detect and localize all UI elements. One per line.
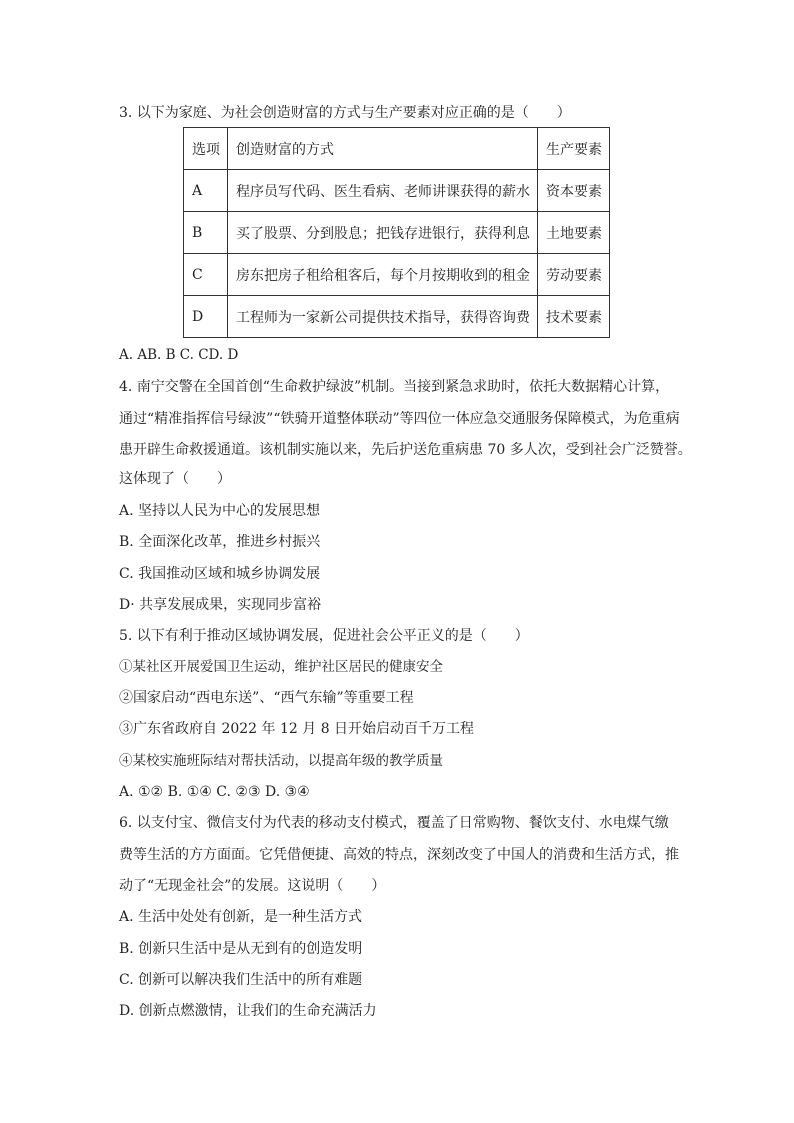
question-4-stem-line: 通过“精准指挥信号绿波”“铁骑开道整体联动”等四位一体应急交通服务保障模式，为危重病 — [119, 411, 680, 427]
table-row — [184, 170, 610, 212]
question-5-item: ③广东省政府自 2022 年 12 月 8 日开始启动百千万工程 — [119, 721, 475, 737]
question-5-stem: 5. 以下有利于推动区域协调发展，促进社会公平正义的是（ ） — [119, 628, 529, 644]
table-cell: 资本要素 — [538, 170, 610, 212]
table-cell: 技术要素 — [538, 296, 610, 338]
question-4-option-c: C. 我国推动区域和城乡协调发展 — [119, 566, 321, 582]
question-4-stem-line: 4. 南宁交警在全国首创“生命救护绿波”机制。当接到紧急求助时，依托大数据精心计算， — [119, 379, 670, 395]
table-header-cell: 选项 — [184, 128, 228, 170]
question-5-item: ①某社区开展爱国卫生运动，维护社区居民的健康安全 — [119, 659, 443, 675]
table-header-row — [184, 128, 610, 170]
question-4-option-a: A. 坚持以人民为中心的发展思想 — [119, 503, 321, 519]
table-row — [184, 212, 610, 254]
table-cell: C — [184, 254, 228, 296]
question-6-option-c: C. 创新可以解决我们生活中的所有难题 — [119, 972, 363, 988]
table-cell: 劳动要素 — [538, 254, 610, 296]
table-cell: 程序员写代码、医生看病、老师讲课获得的薪水 — [228, 170, 538, 212]
question-4-option-b: B. 全面深化改革，推进乡村振兴 — [119, 534, 321, 550]
question-5-answers: A. ①② B. ①④ C. ②③ D. ③④ — [119, 784, 310, 800]
question-3-answers: A. AB. B C. CD. D — [119, 347, 239, 363]
question-6-stem-line: 6. 以支付宝、微信支付为代表的移动支付模式，覆盖了日常购物、餐饮支付、水电煤气缴 — [119, 815, 669, 831]
table-header-cell: 创造财富的方式 — [228, 128, 538, 170]
question-4-stem-line: 患开辟生命救援通道。该机制实施以来，先后护送危重病患 70 多人次，受到社会广泛赞誉。 — [119, 442, 692, 458]
table-cell: 买了股票、分到股息；把钱存进银行，获得利息 — [228, 212, 538, 254]
question-6-stem-line: 动了“无现金社会”的发展。这说明（ ） — [119, 878, 386, 894]
question-6-stem-line: 费等生活的方方面面。它凭借便捷、高效的特点，深刻改变了中国人的消费和生活方式，推 — [119, 847, 679, 863]
table-cell: D — [184, 296, 228, 338]
table-cell: A — [184, 170, 228, 212]
question-5-item: ④某校实施班际结对帮扶活动，以提高年级的教学质量 — [119, 753, 443, 769]
table-header-cell: 生产要素 — [538, 128, 610, 170]
question-5-item: ②国家启动“西电东送”、“西气东输”等重要工程 — [119, 690, 414, 706]
question-6-option-a: A. 生活中处处有创新，是一种生活方式 — [119, 909, 363, 925]
table-row — [184, 296, 610, 338]
question-6-option-b: B. 创新只生活中是从无到有的创造发明 — [119, 941, 363, 957]
question-3-table — [183, 127, 610, 338]
table-cell: 土地要素 — [538, 212, 610, 254]
table-cell: 工程师为一家新公司提供技术指导，获得咨询费 — [228, 296, 538, 338]
question-4-option-d: D· 共享发展成果，实现同步富裕 — [119, 597, 322, 613]
table-row — [184, 254, 610, 296]
table-cell: B — [184, 212, 228, 254]
question-3-stem: 3. 以下为家庭、为社会创造财富的方式与生产要素对应正确的是（ ） — [119, 105, 571, 121]
question-4-stem-line: 这体现了（ ） — [119, 471, 231, 487]
question-6-option-d: D. 创新点燃激情，让我们的生命充满活力 — [119, 1003, 377, 1019]
table-cell: 房东把房子租给租客后，每个月按期收到的租金 — [228, 254, 538, 296]
